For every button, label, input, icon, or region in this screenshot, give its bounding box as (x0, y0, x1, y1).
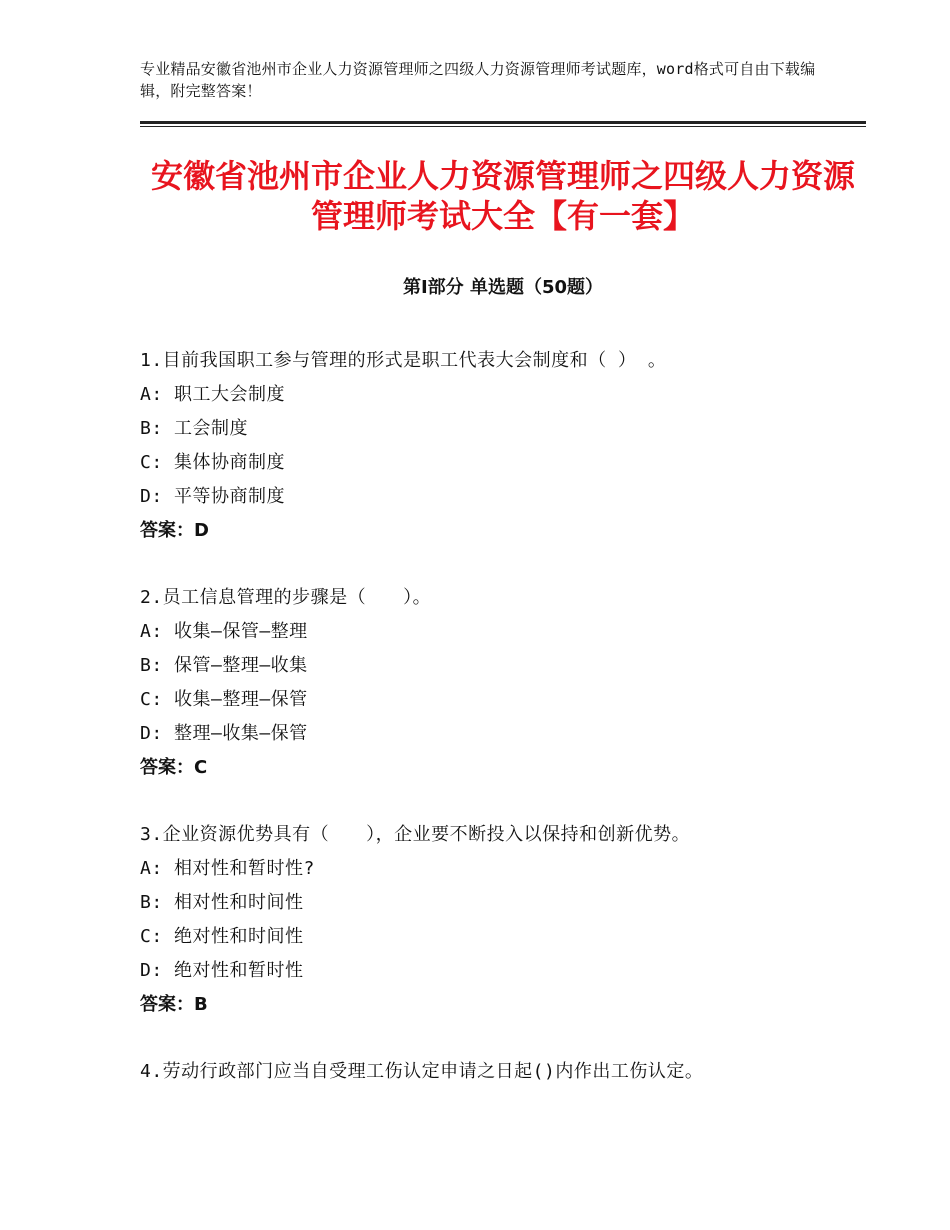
question-4 (140, 1055, 866, 1089)
section-title: 第Ⅰ部分 单选题（50题） (402, 277, 603, 298)
question-list (140, 344, 866, 1122)
answer: 答案：C (140, 757, 208, 778)
question-2 (140, 581, 866, 785)
question-stem: 4.劳动行政部门应当自受理工伤认定申请之日起()内作出工伤认定。 (140, 1061, 704, 1082)
option-b: B: 工会制度 (140, 418, 249, 439)
option-c: C: 绝对性和时间性 (140, 926, 304, 947)
document-title: 安徽省池州市企业人力资源管理师之四级人力资源管理师考试大全【有一套】 (150, 157, 855, 235)
option-c: C: 收集—整理—保管 (140, 689, 308, 710)
option-d: D: 绝对性和暂时性 (140, 960, 304, 981)
question-3 (140, 818, 866, 1022)
option-a: A: 收集—保管—整理 (140, 621, 308, 642)
header-rule-thick (140, 121, 866, 124)
header-rule-thin (140, 126, 866, 127)
option-b: B: 保管—整理—收集 (140, 655, 308, 676)
question-stem: 1.目前我国职工参与管理的形式是职工代表大会制度和（ ） 。 (140, 350, 667, 371)
question-1 (140, 344, 866, 548)
answer: 答案：D (140, 520, 209, 541)
option-a: A: 职工大会制度 (140, 384, 286, 405)
header-note: 专业精品安徽省池州市企业人力资源管理师之四级人力资源管理师考试题库，word格式可自由下载编辑，附完整答案！ (140, 60, 816, 100)
option-d: D: 平等协商制度 (140, 486, 286, 507)
option-d: D: 整理—收集—保管 (140, 723, 308, 744)
question-stem: 2.员工信息管理的步骤是（ ）。 (140, 587, 432, 608)
question-stem: 3.企业资源优势具有（ ），企业要不断投入以保持和创新优势。 (140, 824, 691, 845)
option-a: A: 相对性和暂时性? (140, 858, 315, 879)
option-b: B: 相对性和时间性 (140, 892, 304, 913)
option-c: C: 集体协商制度 (140, 452, 286, 473)
answer: 答案：B (140, 994, 208, 1015)
